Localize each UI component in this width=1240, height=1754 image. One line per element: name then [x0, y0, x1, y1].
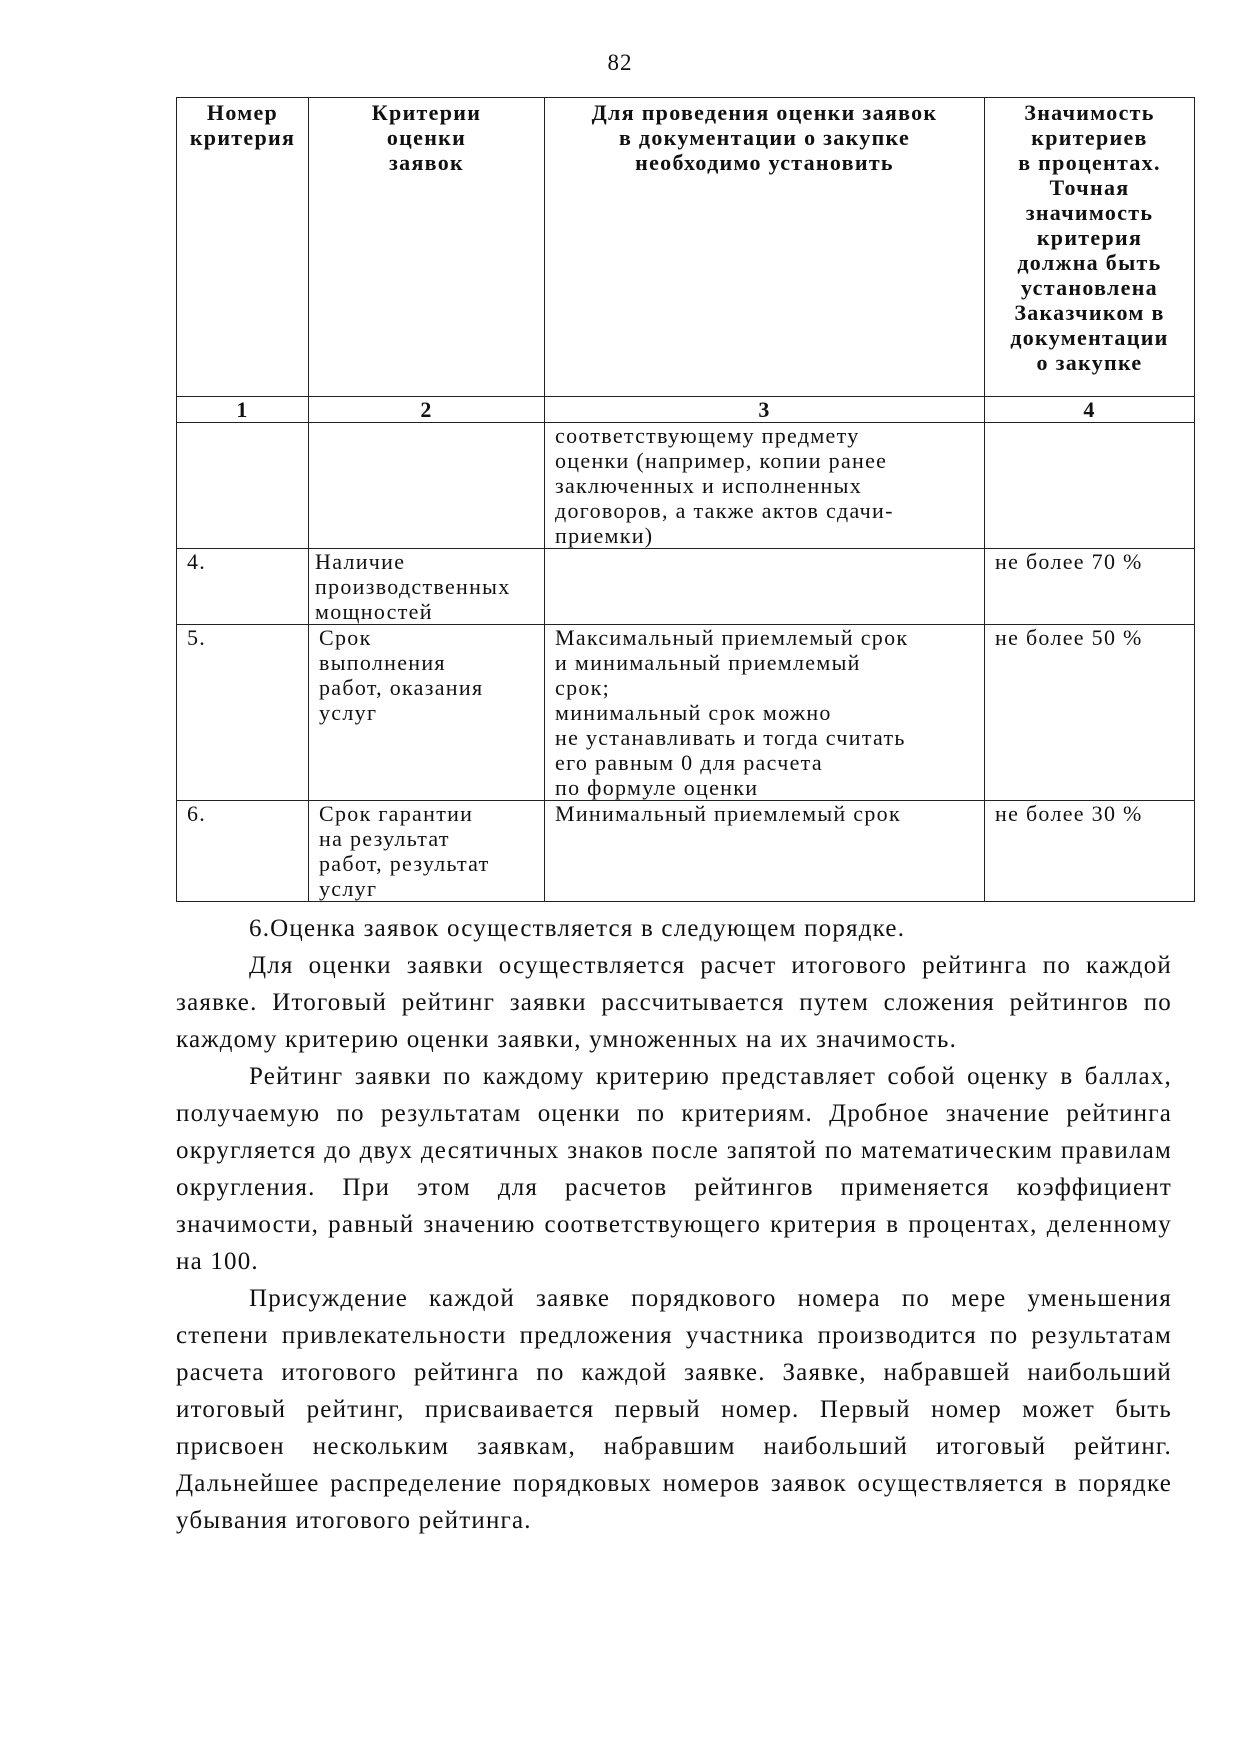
column-number: 1	[177, 397, 309, 423]
criteria-table	[176, 97, 1195, 902]
column-number-row	[177, 397, 1195, 423]
column-number: 2	[309, 397, 545, 423]
table-row	[177, 801, 1195, 902]
header-row	[177, 98, 1195, 397]
column-number: 4	[985, 397, 1195, 423]
cell-weight: не более 30 %	[985, 801, 1195, 902]
cell-criterion: Срок гарантии на результат работ, результат услуг	[309, 801, 545, 902]
cell-weight	[985, 423, 1195, 549]
paragraph: 6.Оценка заявок осуществляется в следующем порядке.	[249, 915, 906, 942]
header-weight: Значимость критериев в процентах. Точная значимость критерия должна быть установлена Заказчиком в документации о закупке	[985, 98, 1195, 397]
header-criterion-number: Номер критерия	[177, 98, 309, 397]
cell-requirement	[545, 549, 985, 625]
cell-weight: не более 50 %	[985, 625, 1195, 801]
table-row	[177, 549, 1195, 625]
header-criteria: Критерии оценки заявок	[309, 98, 545, 397]
cell-requirement: Минимальный приемлемый срок	[545, 801, 985, 902]
paragraph: Присуждение каждой заявке порядкового номера по мере уменьшения степени привлекательности предложения участника производится по результатам расчета итогового рейтинга по каждой заявке. Заявке, набравшей наибольший итоговый рейтинг, присваивается первый номер. Первый номер может быть присвоен нескольким заявкам, набравшим наибольший итоговый рейтинг. Дальнейшее распределение порядковых номеров заявок осуществляется в порядке убывания итогового рейтинга.	[176, 1285, 1172, 1534]
paragraph: Для оценки заявки осуществляется расчет итогового рейтинга по каждой заявке. Итоговый рейтинг заявки рассчитывается путем сложения рейтингов по каждому критерию оценки заявки, умноженных на их значимость.	[176, 952, 1172, 1053]
table-row	[177, 625, 1195, 801]
cell-number	[177, 423, 309, 549]
cell-requirement: Максимальный приемлемый срок и минимальный приемлемый срок; минимальный срок можно не устанавливать и тогда считать его равным 0 для расчета по формуле оценки	[545, 625, 985, 801]
cell-criterion: Срок выполнения работ, оказания услуг	[309, 625, 545, 801]
table-row	[177, 423, 1195, 549]
cell-number: 4.	[177, 549, 309, 625]
cell-criterion	[309, 423, 545, 549]
cell-criterion: Наличие производственных мощностей	[309, 549, 545, 625]
cell-number: 6.	[177, 801, 309, 902]
paragraph: Рейтинг заявки по каждому критерию представляет собой оценку в баллах, получаемую по результатам оценки по критериям. Дробное значение рейтинга округляется до двух десятичных знаков после запятой по математическим правилам округления. При этом для расчетов рейтингов применяется коэффициент значимости, равный значению соответствующего критерия в процентах, деленному на 100.	[176, 1063, 1172, 1275]
body-text	[176, 910, 1172, 1539]
cell-weight: не более 70 %	[985, 549, 1195, 625]
cell-requirement: соответствующему предмету оценки (например, копии ранее заключенных и исполненных договоров, а также актов сдачи- приемки)	[545, 423, 985, 549]
header-requirements: Для проведения оценки заявок в документации о закупке необходимо установить	[545, 98, 985, 397]
page-number: 82	[607, 50, 633, 75]
column-number: 3	[545, 397, 985, 423]
cell-number: 5.	[177, 625, 309, 801]
